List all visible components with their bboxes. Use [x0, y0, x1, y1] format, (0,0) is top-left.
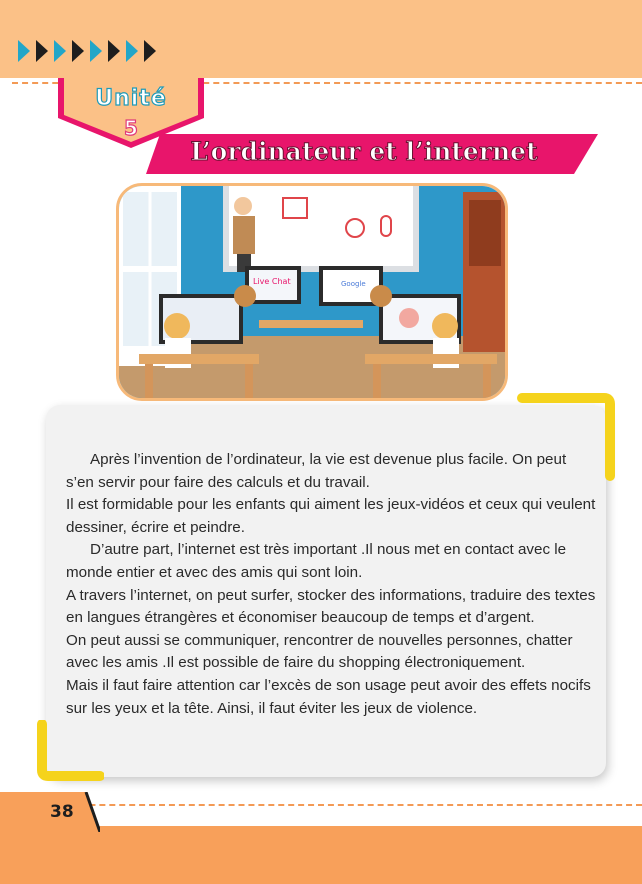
- classroom-illustration: [116, 183, 508, 401]
- paragraph: Il est formidable pour les enfants qui aiment les jeux-vidéos et ceux qui veulent dessiner, écrire et peindre.: [66, 496, 596, 536]
- unit-number: 5: [124, 116, 138, 140]
- footer-band: [0, 826, 642, 884]
- header-band: [0, 0, 642, 78]
- arrow-icon: [54, 40, 66, 62]
- arrow-icon: [144, 40, 156, 62]
- page-number: 38: [50, 802, 74, 822]
- title-banner: [146, 134, 598, 174]
- decorative-arrows: [18, 40, 162, 62]
- arrow-icon: [90, 40, 102, 62]
- arrow-icon: [108, 40, 120, 62]
- arrow-icon: [36, 40, 48, 62]
- paragraph: Après l’invention de l’ordinateur, la vie est devenue plus facile. On peut s’en servir pour faire des calculs et du travail.: [66, 451, 567, 491]
- screen-google: Google: [341, 280, 366, 288]
- paragraph: On peut aussi se communiquer, rencontrer de nouvelles personnes, chatter avec les amis .Il est possible de faire du shopping électroniquement.: [66, 631, 573, 672]
- paragraph: Mais il faut faire attention car l’excès de son usage peut avoir des effets nocifs sur les yeux et la tête. Ainsi, il faut éviter les jeux de violence.: [66, 676, 591, 717]
- story-text: [66, 449, 596, 720]
- page-title: L’ordinateur et l’internet: [190, 137, 538, 166]
- corner-decoration: [34, 720, 104, 784]
- paragraph: D’autre part, l’internet est très important .Il nous met en contact avec le monde entier et avec des amis qui sont loin.: [66, 541, 567, 581]
- paragraph: A travers l’internet, on peut surfer, stocker des informations, traduire des textes en langues étrangères et économiser beaucoup de temps et d’argent.: [66, 586, 596, 627]
- arrow-icon: [72, 40, 84, 62]
- arrow-icon: [18, 40, 30, 62]
- arrow-icon: [126, 40, 138, 62]
- unit-label: Unité: [95, 86, 167, 111]
- screen-live-chat: Live Chat: [253, 277, 291, 286]
